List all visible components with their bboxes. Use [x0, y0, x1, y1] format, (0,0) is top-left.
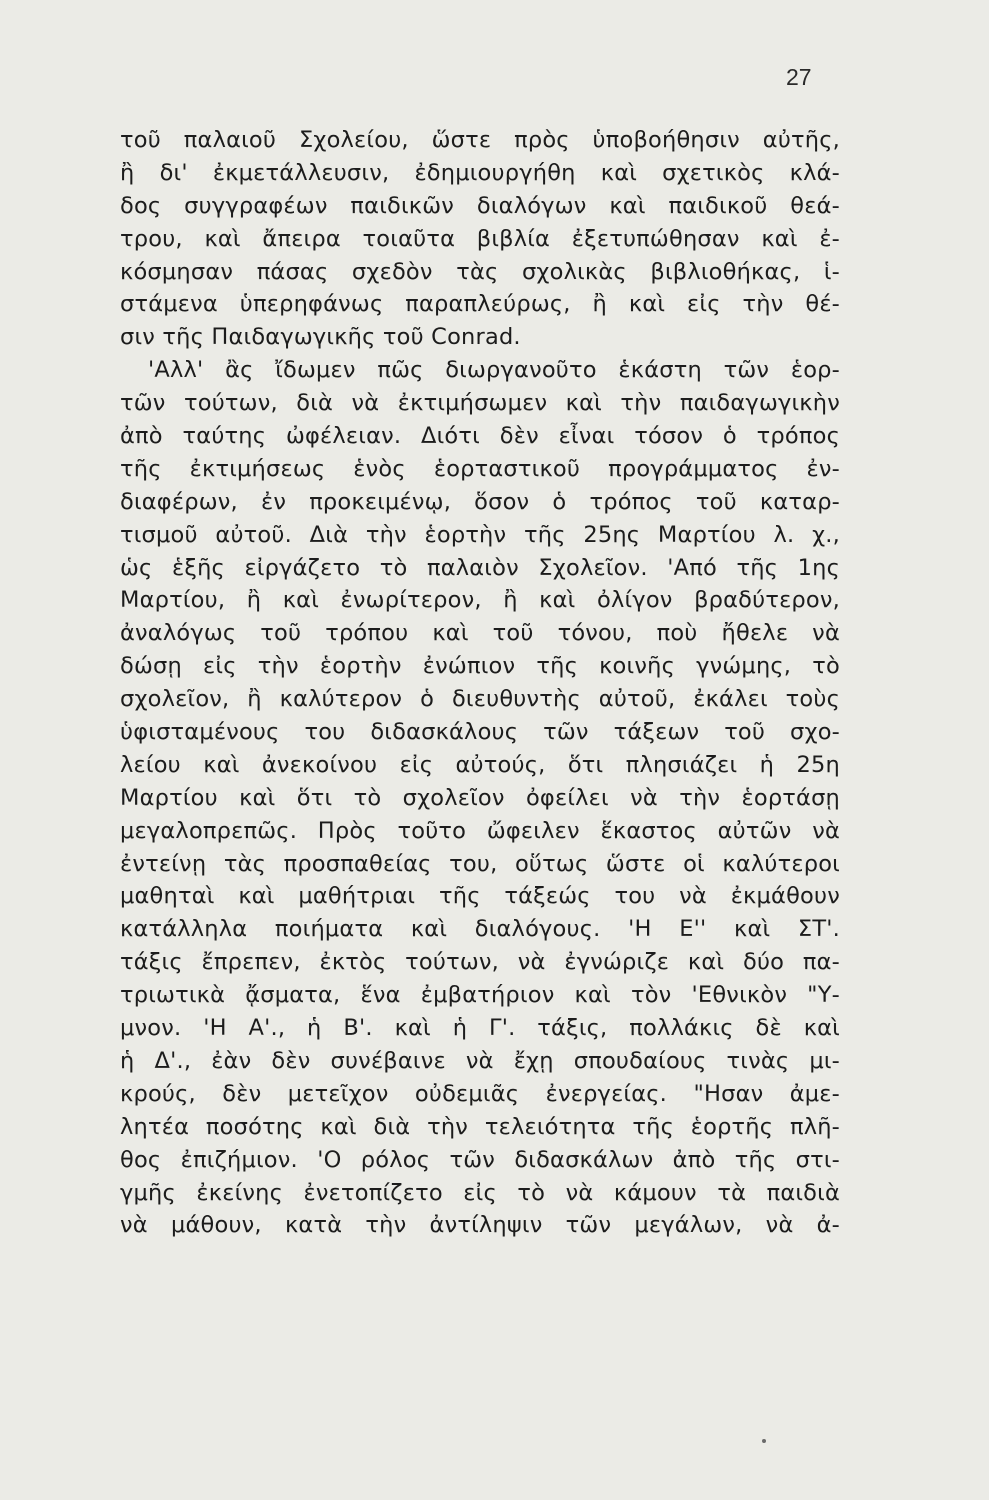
text-line: ἀναλόγως τοῦ τρόπου καὶ τοῦ τόνου, ποὺ ἤθελε νὰ	[120, 620, 840, 647]
text-line: τισμοῦ αὐτοῦ. Διὰ τὴν ἑορτὴν τῆς 25ης Μαρτίου λ. χ.,	[120, 521, 840, 548]
text-line: διαφέρων, ἐν προκειμένῳ, ὅσον ὁ τρόπος τοῦ καταρ-	[120, 488, 840, 515]
text-line: νὰ μάθουν, κατὰ τὴν ἀντίληψιν τῶν μεγάλων, νὰ ἀ-	[120, 1212, 840, 1239]
text-line: ἐντείνῃ τὰς προσπαθείας του, οὕτως ὥστε οἱ καλύτεροι	[120, 850, 840, 877]
print-speck	[762, 1439, 766, 1443]
text-line: τῆς ἐκτιμήσεως ἑνὸς ἑορταστικοῦ προγράμματος ἐν-	[120, 455, 840, 482]
text-line: ἀπὸ ταύτης ὠφέλειαν. Διότι δὲν εἶναι τόσον ὁ τρόπος	[120, 423, 840, 450]
text-line: μνον. 'Η Α'., ἡ Β'. καὶ ἡ Γ'. τάξις, πολλάκις δὲ καὶ	[120, 1015, 840, 1042]
text-line: σχολεῖον, ἢ καλύτερον ὁ διευθυντὴς αὐτοῦ, ἐκάλει τοὺς	[120, 686, 840, 713]
text-line: στάμενα ὑπερηφάνως παραπλεύρως, ἢ καὶ εἰς τὴν θέ-	[120, 291, 840, 318]
text-line: τοῦ παλαιοῦ Σχολείου, ὥστε πρὸς ὑποβοήθησιν αὐτῆς,	[120, 127, 840, 153]
text-line: τάξις ἔπρεπεν, ἐκτὸς τούτων, νὰ ἐγνώριζε καὶ δύο πα-	[120, 949, 840, 976]
text-line: δος συγγραφέων παιδικῶν διαλόγων καὶ παιδικοῦ θεά-	[120, 192, 840, 219]
text-line: κόσμησαν πάσας σχεδὸν τὰς σχολικὰς βιβλιοθήκας, ἱ-	[120, 258, 840, 285]
text-line: τῶν τούτων, διὰ νὰ ἐκτιμήσωμεν καὶ τὴν παιδαγωγικὴν	[120, 390, 840, 417]
text-line: θος ἐπιζήμιον. 'Ο ρόλος τῶν διδασκάλων ἀπὸ τῆς στι-	[120, 1146, 840, 1173]
text-line: μεγαλοπρεπῶς. Πρὸς τοῦτο ὤφειλεν ἕκαστος αὐτῶν νὰ	[120, 817, 840, 844]
body-text	[120, 124, 840, 1242]
text-line: δώσῃ εἰς τὴν ἑορτὴν ἐνώπιον τῆς κοινῆς γνώμης, τὸ	[120, 653, 840, 680]
text-line: Μαρτίου καὶ ὅτι τὸ σχολεῖον ὀφείλει νὰ τὴν ἑορτάσῃ	[120, 784, 840, 811]
text-line: κατάλληλα ποιήματα καὶ διαλόγους. 'Η Ε'' καὶ ΣΤ'.	[120, 916, 840, 943]
page-number: 27	[786, 64, 812, 90]
text-line: κρούς, δὲν μετεῖχον οὐδεμιᾶς ἐνεργείας. "Ησαν ἀμε-	[120, 1080, 840, 1107]
text-line: ἡ Δ'., ἐὰν δὲν συνέβαινε νὰ ἔχῃ σπουδαίους τινὰς μι-	[120, 1047, 840, 1074]
text-line: γμῆς ἐκείνης ἐνετοπίζετο εἰς τὸ νὰ κάμουν τὰ παιδιὰ	[120, 1179, 840, 1206]
text-line: τρου, καὶ ἄπειρα τοιαῦτα βιβλία ἐξετυπώθησαν καὶ ἐ-	[120, 225, 840, 252]
text-line: ἢ δι' ἐκμετάλλευσιν, ἐδημιουργήθη καὶ σχετικὸς κλά-	[120, 159, 840, 186]
text-line: μαθηταὶ καὶ μαθήτριαι τῆς τάξεώς του νὰ ἐκμάθουν	[120, 883, 840, 910]
text-line: σιν τῆς Παιδαγωγικῆς τοῦ Conrad.	[120, 324, 521, 351]
text-line: ὡς ἑξῆς εἰργάζετο τὸ παλαιὸν Σχολεῖον. 'Από τῆς 1ης	[120, 554, 840, 581]
paragraph-start-line: 'Αλλ' ἂς ἴδωμεν πῶς διωργανοῦτο ἑκάστη τῶν ἑορ-	[148, 357, 840, 384]
text-line: ὑφισταμένους του διδασκάλους τῶν τάξεων τοῦ σχο-	[120, 719, 840, 746]
text-line: Μαρτίου, ἢ καὶ ἐνωρίτερον, ἢ καὶ ὀλίγον βραδύτερον,	[120, 587, 840, 614]
text-line: λείου καὶ ἀνεκοίνου εἰς αὐτούς, ὅτι πλησιάζει ἡ 25η	[120, 751, 840, 778]
text-line: τριωτικὰ ᾄσματα, ἕνα ἐμβατήριον καὶ τὸν 'Εθνικὸν "Υ-	[120, 982, 840, 1009]
text-line: λητέα ποσότης καὶ διὰ τὴν τελειότητα τῆς ἑορτῆς πλῆ-	[120, 1113, 840, 1140]
